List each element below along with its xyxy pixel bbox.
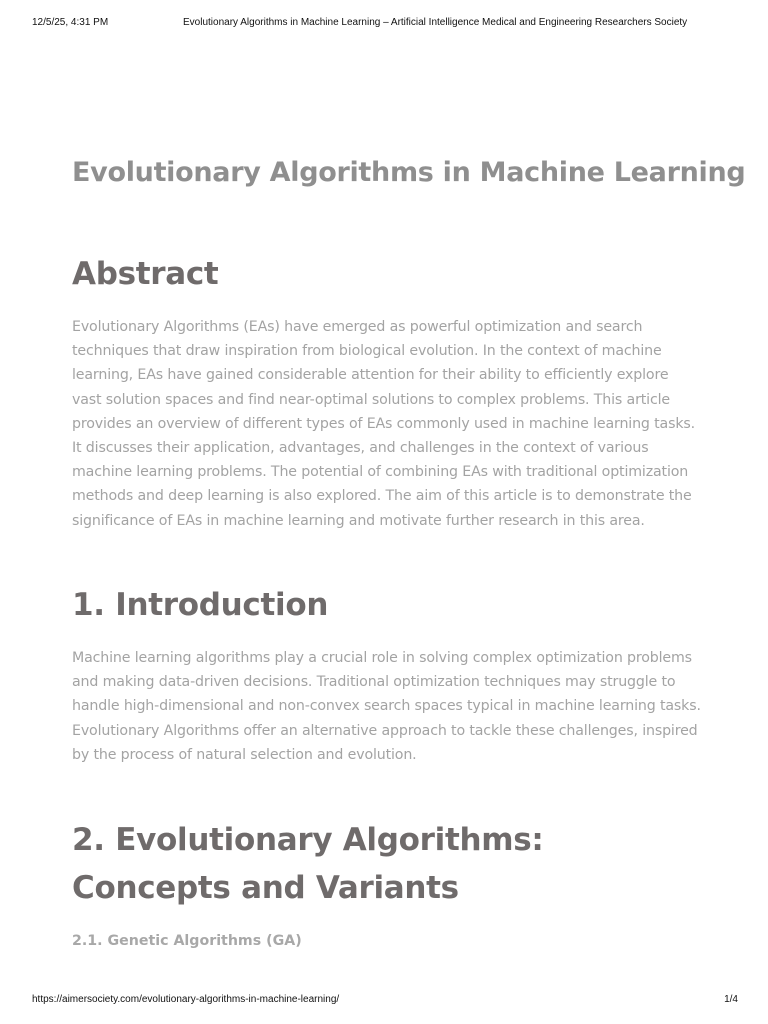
print-url[interactable]: https://aimersociety.com/evolutionary-algorithms-in-machine-learning/ (32, 994, 340, 1005)
evolutionary-algorithms-heading: 2. Evolutionary Algorithms: Concepts and Variants (72, 822, 544, 906)
genetic-algorithms-subheading: 2.1. Genetic Algorithms (GA) (72, 933, 302, 949)
print-page-number: 1/4 (724, 994, 738, 1005)
print-footer (0, 994, 768, 1008)
introduction-heading: 1. Introduction (72, 587, 329, 623)
introduction-paragraph: Machine learning algorithms play a crucial role in solving complex optimization problems and making data-driven decisions. Traditional optimization techniques may struggle to handle high-dimensional and non-convex search spaces typical in machine learning tasks. Evolutionary Algorithms offer an alternative approach to tackle these challenges, inspired by the process of natural selection and evolution. (72, 650, 701, 763)
print-page-title: Evolutionary Algorithms in Machine Learning – Artificial Intelligence Medical and Engineering Researchers Society (183, 17, 688, 28)
print-datetime: 12/5/25, 4:31 PM (32, 17, 109, 28)
abstract-heading: Abstract (72, 256, 219, 292)
article-title: Evolutionary Algorithms in Machine Learning (72, 157, 746, 188)
abstract-paragraph: Evolutionary Algorithms (EAs) have emerged as powerful optimization and search techniques that draw inspiration from biological evolution. In the context of machine learning, EAs have gained considerable attention for their ability to efficiently explore vast solution spaces and find near-optimal solutions to complex problems. This article provides an overview of different types of EAs commonly used in machine learning tasks. It discusses their application, advantages, and challenges in the context of various machine learning problems. The potential of combining EAs with traditional optimization methods and deep learning is also explored. The aim of this article is to demonstrate the significance of EAs in machine learning and motivate further research in this area. (72, 319, 696, 529)
print-header (0, 17, 768, 31)
